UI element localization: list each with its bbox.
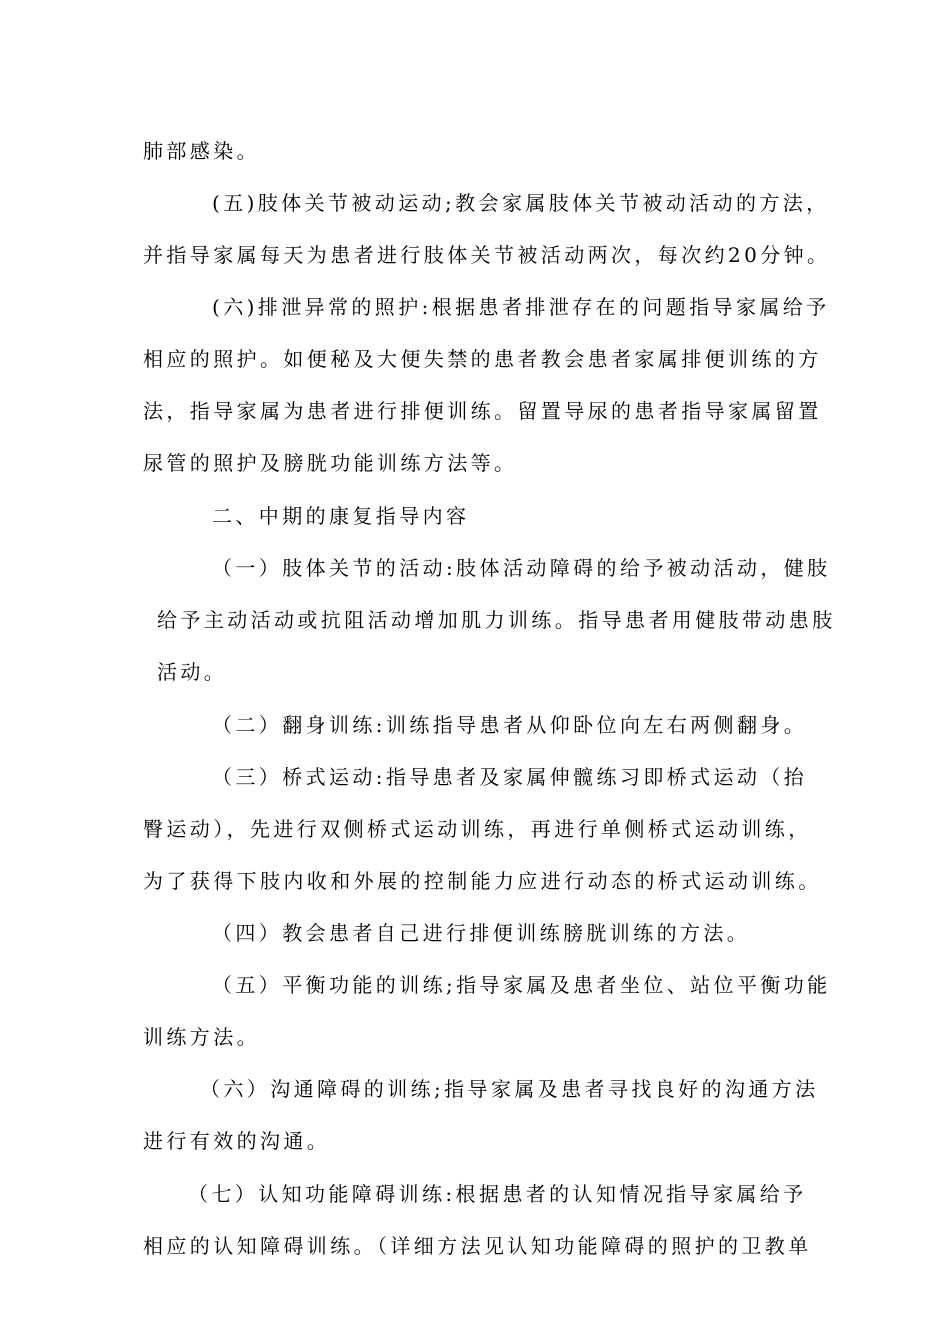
paragraph-line: （七）认知功能障碍训练:根据患者的认知情况指导家属给予 — [188, 1182, 807, 1206]
paragraph-line: 活动。 — [157, 660, 228, 684]
paragraph-line: （二）翻身训练:训练指导患者从仰卧位向左右两侧翻身。 — [212, 713, 808, 737]
paragraph-line: 给予主动活动或抗阻活动增加肌力训练。指导患者用健肢带动患肢 — [157, 608, 836, 632]
paragraph-line: 相应的认知障碍训练。（详细方法见认知功能障碍的照护的卫教单 — [143, 1234, 812, 1258]
paragraph-line: (五)肢体关节被动运动;教会家属肢体关节被动活动的方法， — [212, 191, 830, 215]
paragraph-line: (六)排泄异常的照护:根据患者排泄存在的问题指导家属给予 — [212, 295, 830, 319]
section-heading: 二、中期的康复指导内容 — [212, 504, 470, 528]
paragraph-line: 并指导家属每天为患者进行肢体关节被活动两次，每次约20分钟。 — [143, 243, 831, 267]
paragraph-line: （五）平衡功能的训练;指导家属及患者坐位、站位平衡功能 — [212, 973, 831, 997]
paragraph-line: 肺部感染。 — [143, 139, 260, 163]
paragraph-line: 法，指导家属为患者进行排便训练。留置导尿的患者指导家属留置 — [143, 399, 822, 423]
paragraph-line: 相应的照护。如便秘及大便失禁的患者教会患者家属排便训练的方 — [143, 347, 822, 371]
paragraph-line: 为了获得下肢内收和外展的控制能力应进行动态的桥式运动训练。 — [143, 869, 822, 893]
paragraph-line: 进行有效的沟通。 — [143, 1129, 331, 1153]
paragraph-line: （四）教会患者自己进行排便训练膀胱训练的方法。 — [212, 921, 751, 945]
paragraph-line: 尿管的照护及膀胱功能训练方法等。 — [143, 451, 518, 475]
paragraph-line: （三）桥式运动:指导患者及家属伸髋练习即桥式运动（抬 — [212, 765, 808, 789]
paragraph-line: 训练方法。 — [143, 1025, 260, 1049]
paragraph-line: （六）沟通障碍的训练;指导家属及患者寻找良好的沟通方法 — [200, 1077, 819, 1101]
paragraph-line: 臀运动），先进行双侧桥式运动训练，再进行单侧桥式运动训练， — [143, 817, 812, 841]
paragraph-line: （一）肢体关节的活动:肢体活动障碍的给予被动活动，健肢 — [212, 556, 831, 580]
